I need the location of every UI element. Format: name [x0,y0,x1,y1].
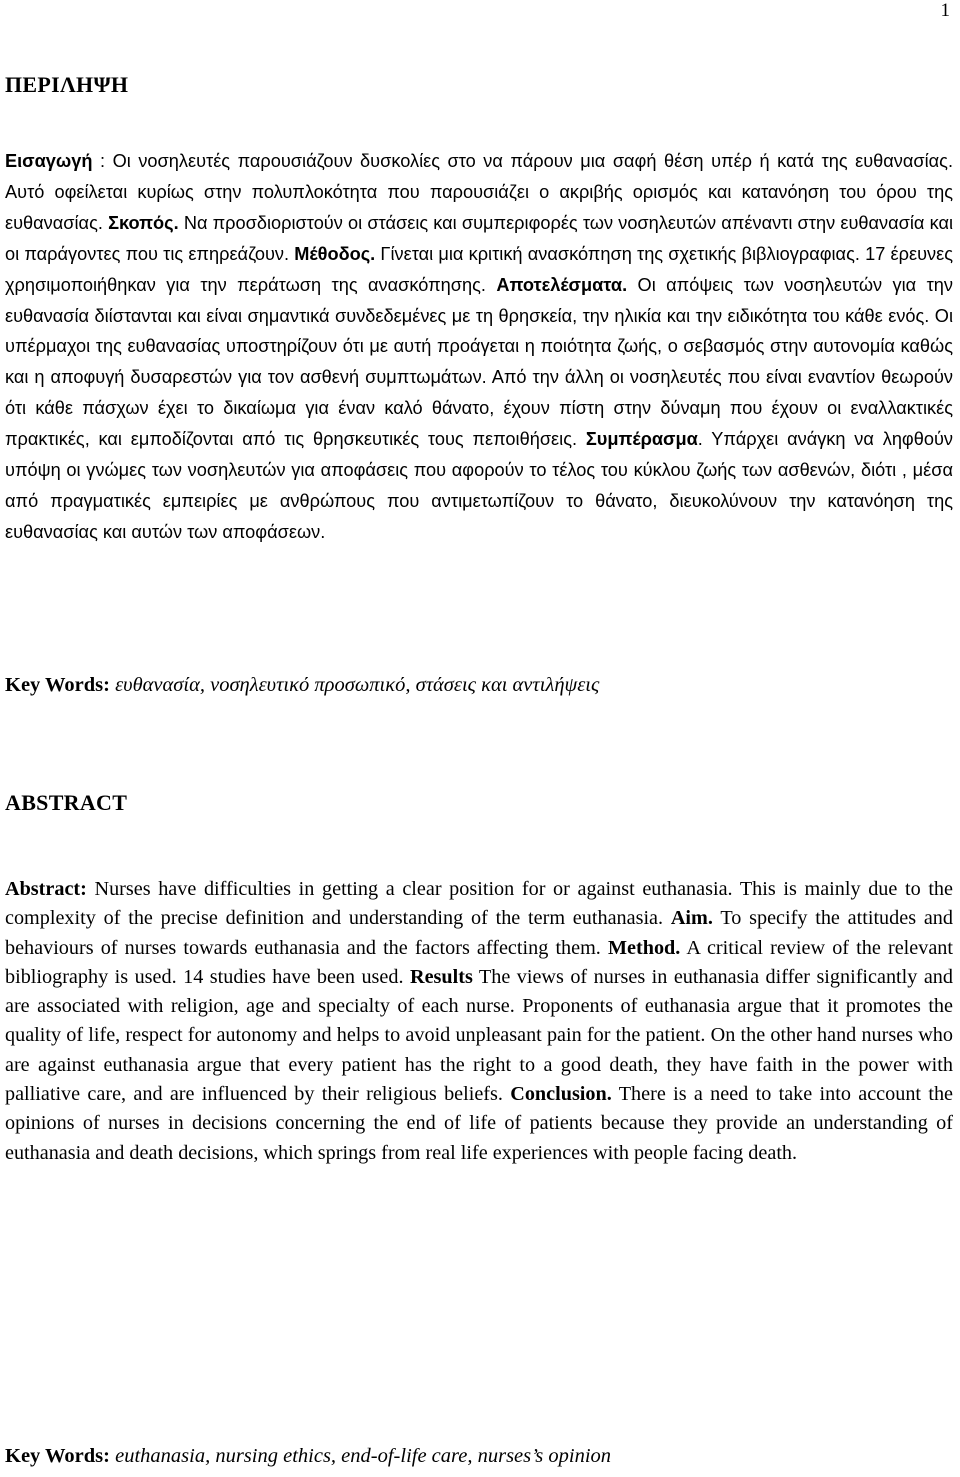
keywords-text: ευθανασία, νοσηλευτικό προσωπικό, στάσεις και αντιλήψεις [109,674,600,696]
results-label: Αποτελέσματα. [496,274,628,295]
keywords-text: euthanasia, nursing ethics, end-of-life care, nurses’s opinion [109,1445,612,1467]
results-text: The views of nurses in euthanasia differ significantly and are associated with religion, age and specialty of each nurse. Proponents of euthanasia argue that it promotes the quality of life, respect for autonomy and helps to avoid unpleasant pain for the patient. On the other hand nurses who are against euthanasia argue that every patient has the right to a good death, they have faith in the power with palliative care, and are influenced by their religious beliefs. [5,965,953,1106]
intro-text: : Οι νοσηλευτές παρουσιάζουν δυσκολίες στο να πάρουν μια σαφή θέση υπέρ ή κατά της ευθανασίας. Αυτό οφείλεται κυρίως στην πολυπλοκότητα που παρουσιάζει ο ακριβής ορισμός και κατανόηση του όρου της ευθανασίας. [5,151,953,233]
page-number: 1 [940,0,950,21]
results-label: Results [409,965,473,988]
conclusion-text: . Υπάρχει ανάγκη να ληφθούν υπόψη οι γνώμες των νοσηλευτών για αποφάσεις που αφορούν το τέλος του κύκλου ζωής των ασθενών, διότι , μέσα από πραγματικές εμπειρίες με ανθρώπους που αντιμετωπίζουν το θάνατο, διευκολύνουν την κατανόηση της ευθανασίας και αυτών των αποφάσεων. [5,429,953,542]
method-label: Method. [608,936,681,959]
aim-text: To specify the attitudes and behaviours of nurses towards euthanasia and the factors affecting them. [5,907,953,959]
aim-label: Σκοπός. [108,212,179,233]
english-abstract-paragraph [5,875,953,1168]
greek-section-title: ΠΕΡΙΛΗΨΗ [5,72,129,97]
method-text: A critical review of the relevant bibliography is used. 14 studies have been used. [5,936,953,988]
keywords-label: Key Words: [5,674,110,696]
aim-label: Aim. [670,907,713,930]
conclusion-label: Conclusion. [510,1083,612,1106]
method-label: Μέθοδος. [294,243,376,264]
english-keywords [5,1445,611,1468]
abstract-text: Nurses have difficulties in getting a clear position for or against euthanasia. This is mainly due to the complexity of the precise definition and understanding of the term euthanasia. [5,878,953,930]
greek-keywords [5,674,599,697]
method-text: Γίνεται μια κριτική ανασκόπηση της σχετικής βιβλιογραφιας. 17 έρευνες χρησιμοποιήθηκαν για την περάτωση της ανασκόπησης. [5,243,953,295]
greek-abstract-paragraph [5,146,953,548]
aim-text: Να προσδιοριστούν οι στάσεις και συμπεριφορές των νοσηλευτών απέναντι στην ευθανασία και οι παράγοντες που τις επηρεάζουν. [5,212,953,264]
intro-label: Εισαγωγή [5,151,93,171]
conclusion-label: Συμπέρασμα [585,429,698,450]
conclusion-text: There is a need to take into account the opinions of nurses in decisions concerning the end of life of patients because they provide an understanding of euthanasia and death decisions, which springs from real life experiences with people facing death. [5,1083,953,1164]
english-section-title: ABSTRACT [5,790,128,815]
abstract-label: Abstract: [5,878,87,900]
keywords-label: Key Words: [5,1445,110,1467]
results-text: Οι απόψεις των νοσηλευτών για την ευθανασία διίστανται και είναι σημαντικά συνδεδεμένες με τη θρησκεία, την ηλικία και την ειδικότητα του κάθε ενός. Οι υπέρμαχοι της ευθανασίας υποστηρίζουν ότι με αυτή προάγεται η ποιότητα ζωής, ο σεβασμός στην αυτονομία καθώς και η αποφυγή δυσαρεστών για τον ασθενή συμπτωμάτων. Από την άλλη οι νοσηλευτές που είναι εναντίον θεωρούν ότι κάθε πάσχων έχει το δικαίωμα για έναν καλό θάνατο, έχουν πίστη στην δύναμη που έχουν οι εναλλακτικές πρακτικές, και εμποδίζονται από τις θρησκευτικές τους πεποιθήσεις. [5,274,953,450]
